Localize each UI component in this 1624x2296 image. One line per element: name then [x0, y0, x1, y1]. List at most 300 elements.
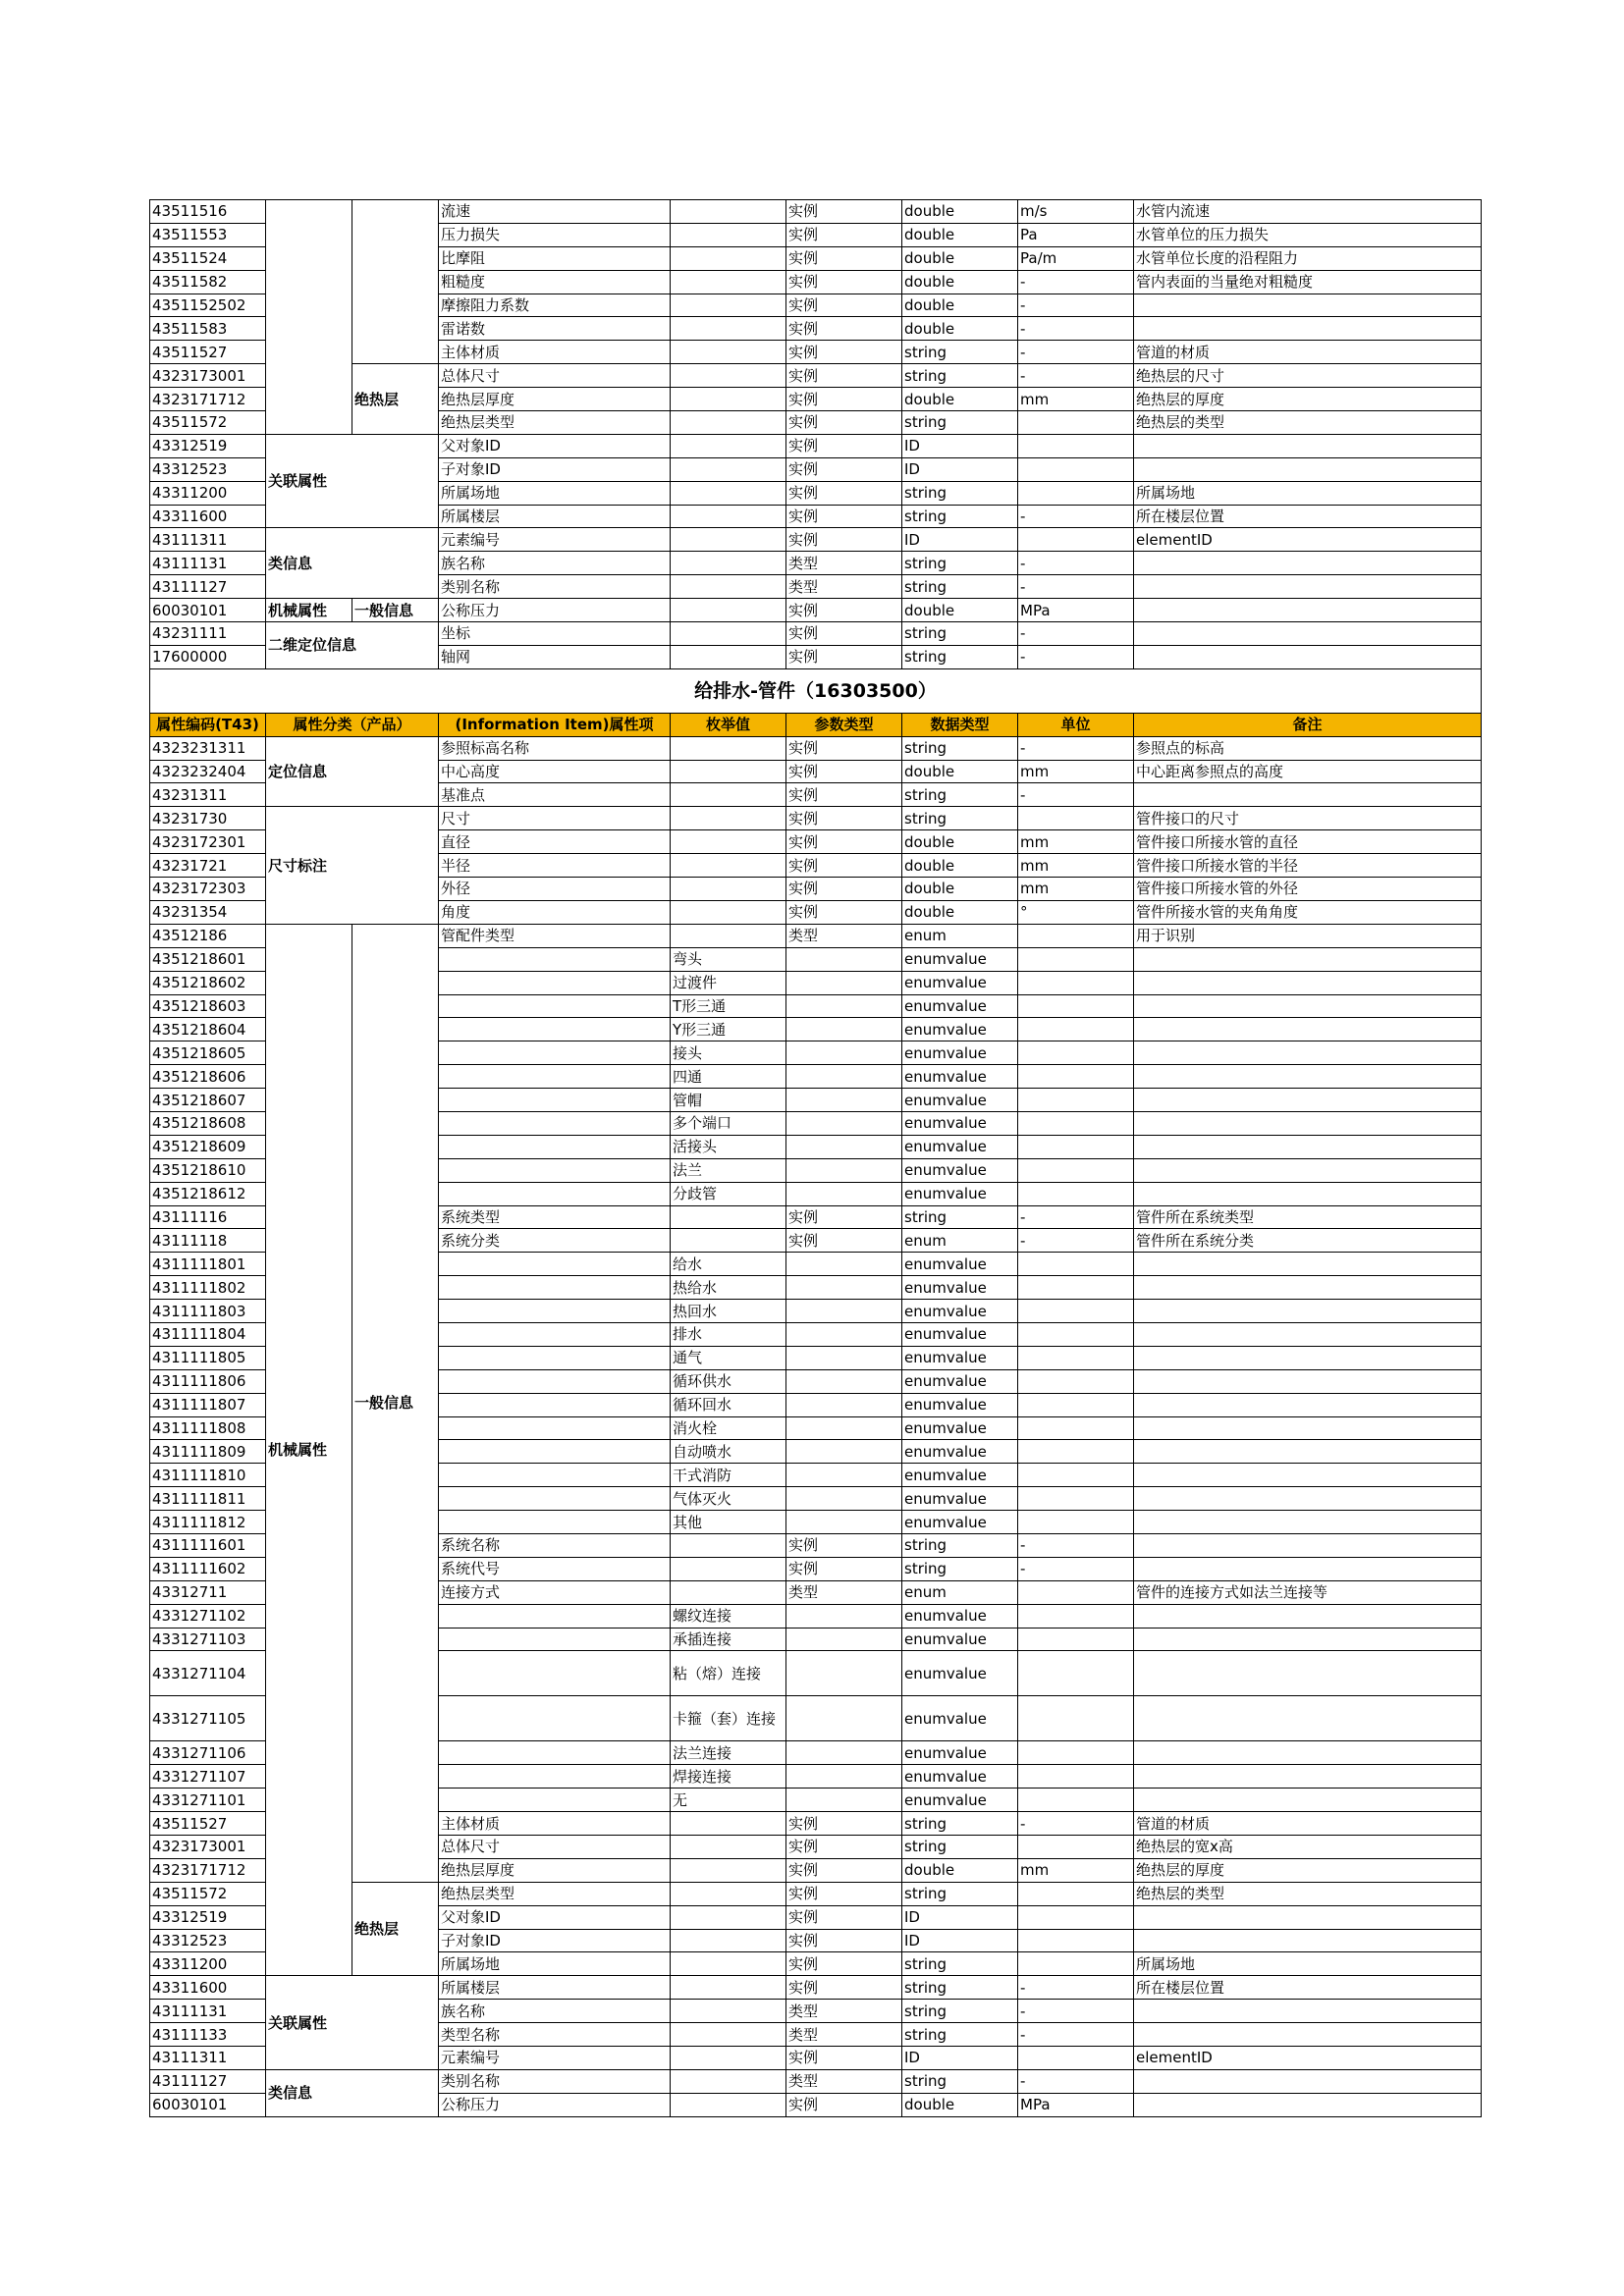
note-cell — [1134, 1533, 1482, 1557]
note-cell: 水管单位的压力损失 — [1134, 223, 1482, 246]
code-cell: 4351218601 — [150, 947, 266, 971]
item-cell: 子对象ID — [439, 1929, 671, 1952]
item-cell: 子对象ID — [439, 457, 671, 481]
code-cell: 43111118 — [150, 1229, 266, 1253]
item-cell: 绝热层厚度 — [439, 1858, 671, 1882]
code-cell: 43312523 — [150, 1929, 266, 1952]
code-cell: 4331271107 — [150, 1765, 266, 1789]
item-cell: 外径 — [439, 878, 671, 901]
data-type-cell: enumvalue — [902, 1253, 1018, 1276]
enum-cell: 气体灭火 — [671, 1487, 786, 1511]
enum-cell: 其他 — [671, 1511, 786, 1534]
enum-cell — [671, 341, 786, 364]
param-type-cell: 实例 — [786, 1858, 902, 1882]
enum-cell — [671, 223, 786, 246]
unit-cell — [1018, 1158, 1134, 1182]
category-cell: 二维定位信息 — [266, 622, 439, 669]
param-type-cell: 实例 — [786, 223, 902, 246]
note-cell: 所在楼层位置 — [1134, 505, 1482, 528]
unit-cell: - — [1018, 1812, 1134, 1836]
unit-cell: mm — [1018, 760, 1134, 783]
unit-cell — [1018, 1604, 1134, 1628]
enum-cell — [671, 294, 786, 317]
unit-cell — [1018, 457, 1134, 481]
data-type-cell: enumvalue — [902, 1089, 1018, 1112]
data-type-cell: string — [902, 736, 1018, 760]
code-cell: 4311111812 — [150, 1511, 266, 1534]
data-type-cell: enumvalue — [902, 947, 1018, 971]
note-cell: 管道的材质 — [1134, 341, 1482, 364]
enum-cell — [671, 599, 786, 622]
item-cell — [439, 1440, 671, 1464]
note-cell: 所属场地 — [1134, 481, 1482, 505]
code-cell: 4351218610 — [150, 1158, 266, 1182]
note-cell — [1134, 294, 1482, 317]
enum-cell: 螺纹连接 — [671, 1604, 786, 1628]
note-cell — [1134, 645, 1482, 668]
note-cell: 用于识别 — [1134, 924, 1482, 947]
enum-cell — [671, 736, 786, 760]
code-cell: 43511572 — [150, 1882, 266, 1905]
param-type-cell: 实例 — [786, 807, 902, 830]
data-type-cell: enumvalue — [902, 1158, 1018, 1182]
unit-cell: mm — [1018, 854, 1134, 878]
code-cell: 43511582 — [150, 270, 266, 294]
data-type-cell: enumvalue — [902, 1300, 1018, 1323]
item-cell: 系统类型 — [439, 1205, 671, 1229]
item-cell — [439, 1253, 671, 1276]
header-data-type: 数据类型 — [902, 713, 1018, 736]
code-cell: 43311600 — [150, 505, 266, 528]
unit-cell — [1018, 1882, 1134, 1905]
note-cell — [1134, 1789, 1482, 1812]
data-type-cell: string — [902, 552, 1018, 575]
note-cell: 管件所在系统分类 — [1134, 1229, 1482, 1253]
data-type-cell: enum — [902, 1580, 1018, 1604]
item-cell: 公称压力 — [439, 599, 671, 622]
param-type-cell — [786, 1511, 902, 1534]
param-type-cell: 实例 — [786, 736, 902, 760]
enum-cell — [671, 783, 786, 807]
data-type-cell: string — [902, 341, 1018, 364]
item-cell: 绝热层类型 — [439, 1882, 671, 1905]
data-type-cell: enum — [902, 1229, 1018, 1253]
header-param-type: 参数类型 — [786, 713, 902, 736]
note-cell — [1134, 2093, 1482, 2116]
data-type-cell: double — [902, 294, 1018, 317]
item-cell — [439, 1182, 671, 1205]
data-type-cell: enumvalue — [902, 1789, 1018, 1812]
note-cell: 绝热层的厚度 — [1134, 1858, 1482, 1882]
note-cell — [1134, 2023, 1482, 2047]
table-row — [150, 1976, 1482, 2000]
item-cell: 主体材质 — [439, 1812, 671, 1836]
category-cell: 定位信息 — [266, 736, 439, 807]
enum-cell: 无 — [671, 1789, 786, 1812]
enum-cell: 法兰连接 — [671, 1741, 786, 1765]
data-type-cell: ID — [902, 1929, 1018, 1952]
code-cell: 4323171712 — [150, 388, 266, 411]
item-cell: 坐标 — [439, 622, 671, 646]
enum-cell — [671, 411, 786, 435]
note-cell — [1134, 1440, 1482, 1464]
category-cell: 机械属性 — [266, 599, 352, 622]
code-cell: 4323171712 — [150, 1858, 266, 1882]
unit-cell — [1018, 411, 1134, 435]
param-type-cell: 实例 — [786, 317, 902, 341]
item-cell — [439, 1651, 671, 1696]
unit-cell — [1018, 1905, 1134, 1929]
param-type-cell: 实例 — [786, 1533, 902, 1557]
enum-cell — [671, 2093, 786, 2116]
data-type-cell: enumvalue — [902, 1487, 1018, 1511]
item-cell: 系统代号 — [439, 1557, 671, 1580]
unit-cell: - — [1018, 341, 1134, 364]
enum-cell: 给水 — [671, 1253, 786, 1276]
item-cell — [439, 1696, 671, 1741]
item-cell: 族名称 — [439, 552, 671, 575]
data-type-cell: double — [902, 317, 1018, 341]
header-category: 属性分类（产品） — [266, 713, 439, 736]
data-type-cell: string — [902, 481, 1018, 505]
code-cell: 4331271104 — [150, 1651, 266, 1696]
code-cell: 43511527 — [150, 341, 266, 364]
enum-cell — [671, 317, 786, 341]
table-row — [150, 736, 1482, 760]
unit-cell: - — [1018, 736, 1134, 760]
data-type-cell: string — [902, 364, 1018, 388]
unit-cell — [1018, 1741, 1134, 1765]
enum-cell — [671, 760, 786, 783]
item-cell — [439, 1765, 671, 1789]
code-cell: 4323172301 — [150, 830, 266, 854]
code-cell: 43511553 — [150, 223, 266, 246]
enum-cell: 干式消防 — [671, 1464, 786, 1487]
data-type-cell: string — [902, 1557, 1018, 1580]
unit-cell: - — [1018, 645, 1134, 668]
enum-cell — [671, 1580, 786, 1604]
note-cell: 管件所在系统类型 — [1134, 1205, 1482, 1229]
param-type-cell — [786, 1111, 902, 1135]
data-type-cell: enumvalue — [902, 1135, 1018, 1158]
unit-cell: Pa/m — [1018, 246, 1134, 270]
code-cell: 43231730 — [150, 807, 266, 830]
code-cell: 60030101 — [150, 599, 266, 622]
param-type-cell: 实例 — [786, 1976, 902, 2000]
table-row — [150, 528, 1482, 552]
unit-cell — [1018, 1369, 1134, 1393]
item-cell — [439, 1741, 671, 1765]
param-type-cell: 类型 — [786, 924, 902, 947]
enum-cell: 焊接连接 — [671, 1765, 786, 1789]
enum-cell — [671, 364, 786, 388]
item-cell — [439, 1789, 671, 1812]
item-cell: 基准点 — [439, 783, 671, 807]
enum-cell — [671, 1812, 786, 1836]
param-type-cell: 实例 — [786, 645, 902, 668]
param-type-cell — [786, 1696, 902, 1741]
data-type-cell: ID — [902, 434, 1018, 457]
param-type-cell — [786, 1628, 902, 1651]
data-type-cell: enumvalue — [902, 971, 1018, 994]
unit-cell — [1018, 1511, 1134, 1534]
note-cell — [1134, 622, 1482, 646]
item-cell: 粗糙度 — [439, 270, 671, 294]
unit-cell — [1018, 994, 1134, 1018]
param-type-cell — [786, 1276, 902, 1300]
code-cell: 43511516 — [150, 200, 266, 224]
item-cell — [439, 1041, 671, 1065]
data-type-cell: enumvalue — [902, 1346, 1018, 1369]
code-cell: 43111131 — [150, 552, 266, 575]
data-type-cell: string — [902, 1533, 1018, 1557]
note-cell: 参照点的标高 — [1134, 736, 1482, 760]
enum-cell: 排水 — [671, 1322, 786, 1346]
table-row — [150, 622, 1482, 646]
unit-cell: - — [1018, 2069, 1134, 2093]
subcategory-cell: 绝热层 — [352, 364, 439, 435]
unit-cell — [1018, 1440, 1134, 1464]
code-cell: 4331271103 — [150, 1628, 266, 1651]
data-type-cell: enumvalue — [902, 1182, 1018, 1205]
param-type-cell: 实例 — [786, 1812, 902, 1836]
data-type-cell: enumvalue — [902, 1765, 1018, 1789]
enum-cell: 热回水 — [671, 1300, 786, 1323]
code-cell: 4351218606 — [150, 1065, 266, 1089]
enum-cell: 过渡件 — [671, 971, 786, 994]
unit-cell: MPa — [1018, 599, 1134, 622]
item-cell: 元素编号 — [439, 528, 671, 552]
section-title-row — [150, 668, 1482, 713]
unit-cell: - — [1018, 552, 1134, 575]
item-cell — [439, 1276, 671, 1300]
unit-cell — [1018, 1276, 1134, 1300]
item-cell — [439, 1158, 671, 1182]
code-cell: 43111116 — [150, 1205, 266, 1229]
item-cell — [439, 1487, 671, 1511]
data-type-cell: string — [902, 1882, 1018, 1905]
note-cell: 管件的连接方式如法兰连接等 — [1134, 1580, 1482, 1604]
data-type-cell: string — [902, 2023, 1018, 2047]
unit-cell: mm — [1018, 388, 1134, 411]
note-cell — [1134, 1696, 1482, 1741]
unit-cell: - — [1018, 317, 1134, 341]
item-cell: 族名称 — [439, 2000, 671, 2023]
data-type-cell: double — [902, 760, 1018, 783]
table-row — [150, 924, 1482, 947]
note-cell — [1134, 1018, 1482, 1041]
enum-cell: 粘（熔）连接 — [671, 1651, 786, 1696]
param-type-cell — [786, 947, 902, 971]
code-cell: 4351218604 — [150, 1018, 266, 1041]
item-cell: 父对象ID — [439, 1905, 671, 1929]
param-type-cell: 实例 — [786, 270, 902, 294]
enum-cell — [671, 1858, 786, 1882]
item-cell — [439, 1393, 671, 1416]
item-cell: 类型名称 — [439, 2023, 671, 2047]
code-cell: 4311111808 — [150, 1416, 266, 1440]
enum-cell — [671, 2023, 786, 2047]
data-type-cell: enumvalue — [902, 1018, 1018, 1041]
enum-cell: Y形三通 — [671, 1018, 786, 1041]
param-type-cell — [786, 1089, 902, 1112]
item-cell: 角度 — [439, 900, 671, 924]
unit-cell — [1018, 1952, 1134, 1976]
data-type-cell: double — [902, 599, 1018, 622]
enum-cell: 循环回水 — [671, 1393, 786, 1416]
note-cell — [1134, 1557, 1482, 1580]
note-cell: 管道的材质 — [1134, 1812, 1482, 1836]
code-cell: 17600000 — [150, 645, 266, 668]
note-cell — [1134, 947, 1482, 971]
data-type-cell: enumvalue — [902, 1464, 1018, 1487]
unit-cell — [1018, 481, 1134, 505]
data-type-cell: string — [902, 575, 1018, 599]
item-cell: 连接方式 — [439, 1580, 671, 1604]
code-cell: 4351218607 — [150, 1089, 266, 1112]
note-cell: 管内表面的当量绝对粗糙度 — [1134, 270, 1482, 294]
code-cell: 4311111807 — [150, 1393, 266, 1416]
param-type-cell — [786, 1369, 902, 1393]
data-type-cell: enumvalue — [902, 994, 1018, 1018]
unit-cell: - — [1018, 2000, 1134, 2023]
enum-cell — [671, 854, 786, 878]
note-cell: 绝热层的类型 — [1134, 1882, 1482, 1905]
item-cell: 所属楼层 — [439, 1976, 671, 2000]
note-cell — [1134, 1393, 1482, 1416]
note-cell — [1134, 1369, 1482, 1393]
param-type-cell: 实例 — [786, 246, 902, 270]
enum-cell — [671, 552, 786, 575]
unit-cell — [1018, 1089, 1134, 1112]
item-cell — [439, 1322, 671, 1346]
data-type-cell: ID — [902, 528, 1018, 552]
header-row — [150, 713, 1482, 736]
param-type-cell — [786, 1789, 902, 1812]
note-cell: 中心距离参照点的高度 — [1134, 760, 1482, 783]
note-cell — [1134, 599, 1482, 622]
code-cell: 43231721 — [150, 854, 266, 878]
table-row — [150, 599, 1482, 622]
unit-cell: - — [1018, 783, 1134, 807]
data-type-cell: string — [902, 2069, 1018, 2093]
category-cell — [266, 200, 352, 435]
enum-cell — [671, 1905, 786, 1929]
enum-cell: 热给水 — [671, 1276, 786, 1300]
item-cell — [439, 1018, 671, 1041]
param-type-cell: 实例 — [786, 2047, 902, 2070]
enum-cell — [671, 830, 786, 854]
enum-cell — [671, 1952, 786, 1976]
param-type-cell: 实例 — [786, 783, 902, 807]
item-cell: 雷诺数 — [439, 317, 671, 341]
param-type-cell — [786, 1322, 902, 1346]
data-type-cell: string — [902, 411, 1018, 435]
data-type-cell: ID — [902, 457, 1018, 481]
category-cell: 关联属性 — [266, 1976, 439, 2070]
note-cell: 绝热层的厚度 — [1134, 388, 1482, 411]
enum-cell: T形三通 — [671, 994, 786, 1018]
note-cell — [1134, 1089, 1482, 1112]
data-type-cell: double — [902, 830, 1018, 854]
param-type-cell: 实例 — [786, 1929, 902, 1952]
note-cell — [1134, 1300, 1482, 1323]
item-cell: 中心高度 — [439, 760, 671, 783]
item-cell: 类别名称 — [439, 575, 671, 599]
unit-cell — [1018, 924, 1134, 947]
code-cell: 4311111811 — [150, 1487, 266, 1511]
data-type-cell: double — [902, 246, 1018, 270]
enum-cell — [671, 1229, 786, 1253]
code-cell: 4351218609 — [150, 1135, 266, 1158]
unit-cell — [1018, 1253, 1134, 1276]
param-type-cell: 类型 — [786, 2000, 902, 2023]
note-cell — [1134, 575, 1482, 599]
enum-cell — [671, 2000, 786, 2023]
unit-cell — [1018, 1135, 1134, 1158]
item-cell: 管配件类型 — [439, 924, 671, 947]
unit-cell — [1018, 971, 1134, 994]
param-type-cell — [786, 1018, 902, 1041]
code-cell: 4331271102 — [150, 1604, 266, 1628]
unit-cell — [1018, 1018, 1134, 1041]
note-cell — [1134, 1041, 1482, 1065]
note-cell — [1134, 1416, 1482, 1440]
unit-cell — [1018, 1111, 1134, 1135]
note-cell — [1134, 1182, 1482, 1205]
enum-cell — [671, 878, 786, 901]
enum-cell: 自动喷水 — [671, 1440, 786, 1464]
unit-cell: - — [1018, 505, 1134, 528]
data-type-cell: string — [902, 1976, 1018, 2000]
unit-cell: - — [1018, 294, 1134, 317]
enum-cell: 四通 — [671, 1065, 786, 1089]
enum-cell: 活接头 — [671, 1135, 786, 1158]
unit-cell: mm — [1018, 1858, 1134, 1882]
enum-cell — [671, 1929, 786, 1952]
enum-cell: 循环供水 — [671, 1369, 786, 1393]
code-cell: 4331271101 — [150, 1789, 266, 1812]
code-cell: 4311111801 — [150, 1253, 266, 1276]
unit-cell: MPa — [1018, 2093, 1134, 2116]
note-cell: 水管单位长度的沿程阻力 — [1134, 246, 1482, 270]
unit-cell — [1018, 1696, 1134, 1741]
item-cell — [439, 1300, 671, 1323]
item-cell — [439, 1464, 671, 1487]
param-type-cell: 实例 — [786, 599, 902, 622]
enum-cell — [671, 807, 786, 830]
table-row — [150, 807, 1482, 830]
unit-cell — [1018, 1628, 1134, 1651]
note-cell — [1134, 1158, 1482, 1182]
enum-cell — [671, 1882, 786, 1905]
note-cell — [1134, 1135, 1482, 1158]
param-type-cell — [786, 1135, 902, 1158]
item-cell: 总体尺寸 — [439, 1836, 671, 1859]
note-cell — [1134, 1628, 1482, 1651]
param-type-cell: 类型 — [786, 2069, 902, 2093]
note-cell — [1134, 1253, 1482, 1276]
param-type-cell: 实例 — [786, 1836, 902, 1859]
param-type-cell: 实例 — [786, 505, 902, 528]
param-type-cell — [786, 971, 902, 994]
param-type-cell — [786, 1065, 902, 1089]
item-cell — [439, 1089, 671, 1112]
header-unit: 单位 — [1018, 713, 1134, 736]
unit-cell — [1018, 1789, 1134, 1812]
unit-cell: m/s — [1018, 200, 1134, 224]
enum-cell — [671, 1836, 786, 1859]
